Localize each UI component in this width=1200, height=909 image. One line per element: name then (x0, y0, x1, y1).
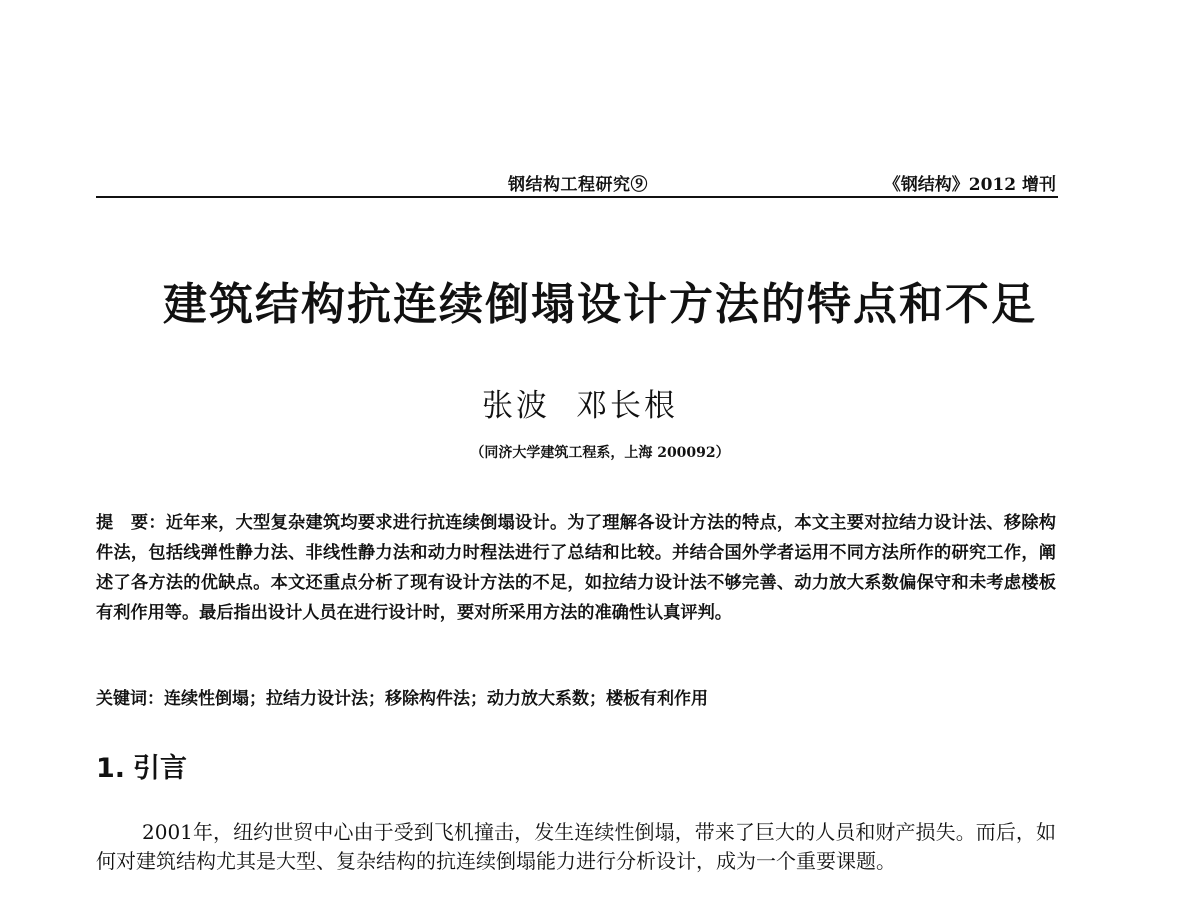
paper-title: 建筑结构抗连续倒塌设计方法的特点和不足 (163, 279, 1037, 330)
journal-issue: 《钢结构》2012 增刊 (883, 175, 1056, 195)
abstract-label: 提 要： (96, 513, 166, 533)
body-paragraph (96, 818, 1056, 876)
author-list (0, 380, 1160, 425)
abstract (96, 508, 1056, 628)
body-paragraph-text: 2001年，纽约世贸中心由于受到飞机撞击，发生连续性倒塌，带来了巨大的人员和财产损失。而后，如何对建筑结构尤其是大型、复杂结构的抗连续倒塌能力进行分析设计，成为一个重要课题。 (96, 820, 1056, 873)
author-name: 张波 (482, 388, 550, 424)
keywords-label: 关键词： (96, 689, 164, 709)
abstract-text: 近年来，大型复杂建筑均要求进行抗连续倒塌设计。为了理解各设计方法的特点，本文主要对拉结力设计法、移除构件法，包括线弹性静力法、非线性静力法和动力时程法进行了总结和比较。并结合国外学者运用不同方法所作的研究工作，阐述了各方法的优缺点。本文还重点分析了现有设计方法的不足，如拉结力设计法不够完善、动力放大系数偏保守和未考虑楼板有利作用等。最后指出设计人员在进行设计时，要对所采用方法的准确性认真评判。 (96, 513, 1056, 623)
section-heading (96, 746, 187, 785)
journal-series: 钢结构工程研究⑨ (508, 175, 648, 195)
author-name: 邓长根 (576, 388, 678, 424)
affiliation: （同济大学建筑工程系，上海 200092） (470, 445, 730, 461)
keywords (96, 684, 1056, 709)
keywords-text: 连续性倒塌；拉结力设计法；移除构件法；动力放大系数；楼板有利作用 (164, 689, 708, 709)
section-title: 引言 (133, 753, 188, 784)
running-header (96, 168, 1058, 198)
section-number: 1. (96, 753, 126, 784)
